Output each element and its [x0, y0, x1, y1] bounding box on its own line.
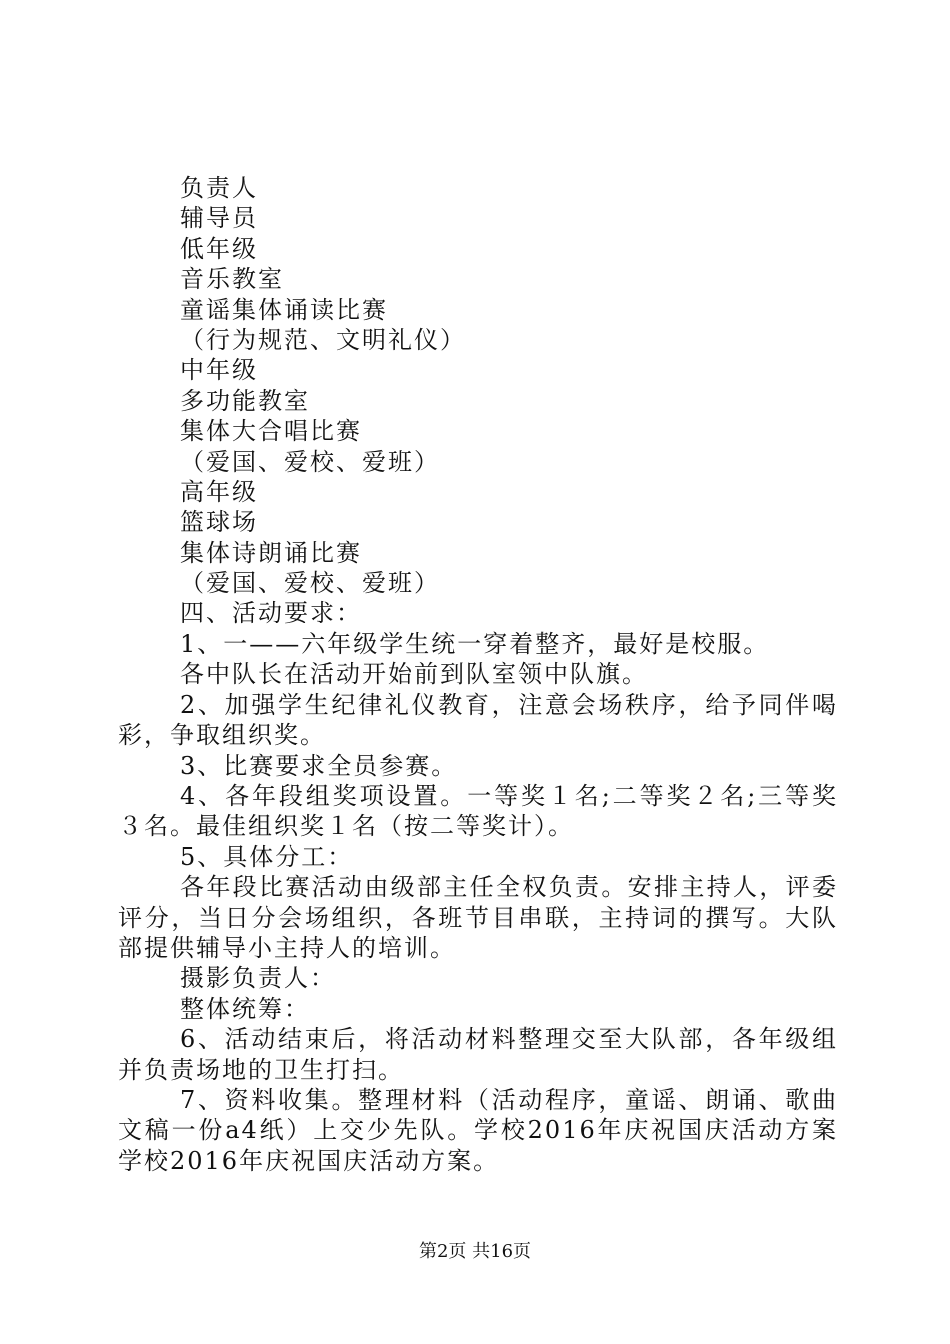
list-item: 中年级 [180, 356, 258, 385]
list-item: 集体诗朗诵比赛 [180, 538, 362, 567]
list-item: （爱国、爱校、爱班） [180, 569, 440, 598]
coordinator-label: 整体统筹： [180, 994, 310, 1023]
requirement-3: 3、比赛要求全员参赛。 [180, 751, 458, 780]
list-item: 集体大合唱比赛 [180, 417, 362, 446]
page-number: 第2页 共16页 [418, 1241, 532, 1262]
document-body [118, 173, 838, 1176]
requirement-7: 7、资料收集。整理材料（活动程序，童谣、朗诵、歌曲文稿一份a4纸）上交少先队。学校2016年庆祝国庆活动方案学校2016年庆祝国庆活动方案。 [118, 1085, 838, 1175]
list-item: 多功能教室 [180, 386, 310, 415]
section-heading: 四、活动要求： [180, 599, 362, 628]
list-item: 辅导员 [180, 204, 258, 233]
requirement-5-detail: 各年段比赛活动由级部主任全权负责。安排主持人，评委评分，当日分会场组织，各班节目串联，主持词的撰写。大队部提供辅导小主持人的培训。 [118, 873, 838, 962]
list-item: 高年级 [180, 477, 258, 506]
requirement-6: 6、活动结束后，将活动材料整理交至大队部，各年级组并负责场地的卫生打扫。 [118, 1025, 838, 1084]
list-item: 负责人 [180, 174, 258, 202]
list-item: 低年级 [180, 234, 258, 263]
list-item: 篮球场 [180, 508, 258, 537]
list-item: （行为规范、文明礼仪） [180, 325, 466, 354]
requirement-1-note: 各中队长在活动开始前到队室领中队旗。 [180, 660, 648, 689]
list-item: （爱国、爱校、爱班） [180, 447, 440, 476]
requirement-1: 1、一——六年级学生统一穿着整齐，最好是校服。 [180, 629, 770, 658]
list-item: 童谣集体诵读比赛 [180, 295, 388, 324]
requirement-2: 2、加强学生纪律礼仪教育，注意会场秩序，给予同伴喝彩，争取组织奖。 [118, 690, 838, 750]
requirement-5: 5、具体分工： [180, 842, 354, 871]
requirement-4: 4、各年段组奖项设置。一等奖１名;二等奖２名;三等奖３名。最佳组织奖１名（按二等奖计）。 [118, 781, 838, 841]
photographer-label: 摄影负责人： [180, 964, 336, 993]
list-item: 音乐教室 [180, 265, 284, 294]
